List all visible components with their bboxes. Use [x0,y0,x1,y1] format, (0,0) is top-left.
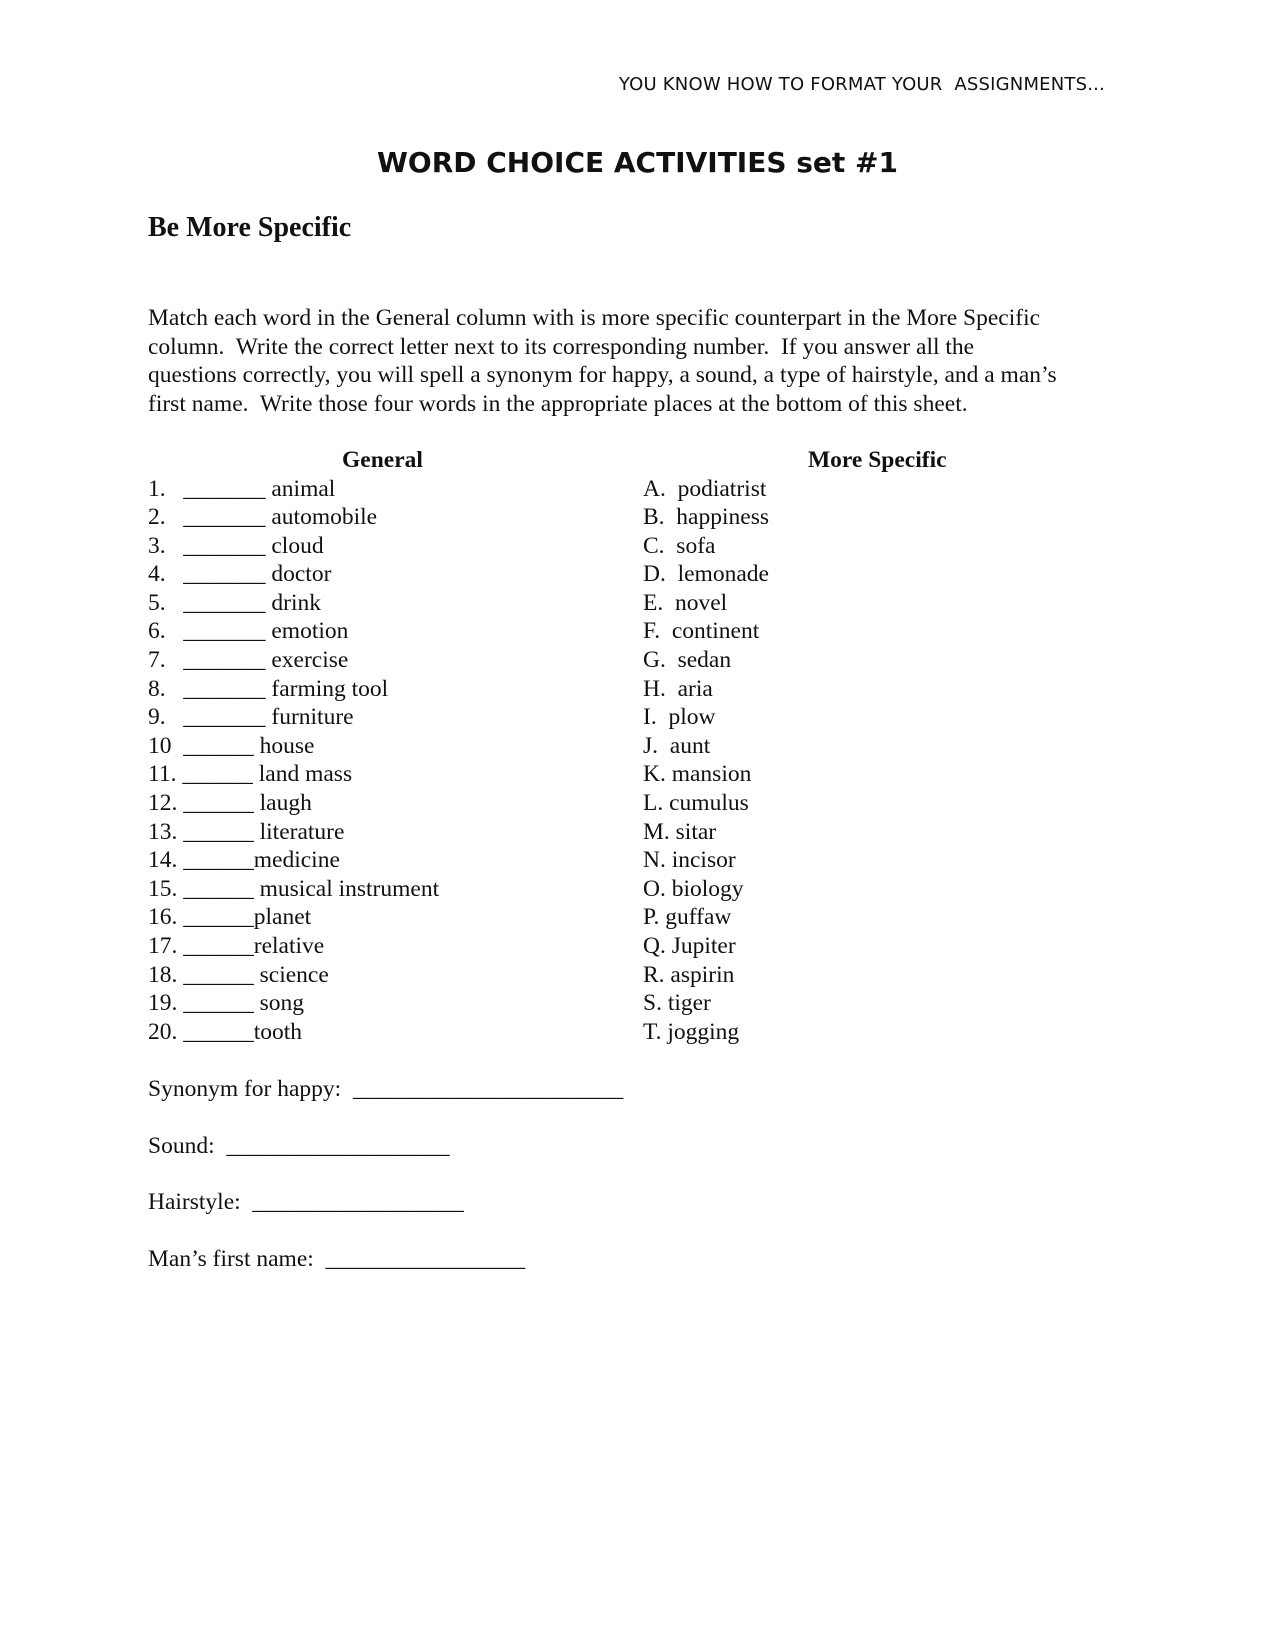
general-item: 10 ______ house [148,732,315,759]
specific-item: J. aunt [643,732,711,759]
header-note: YOU KNOW HOW TO FORMAT YOUR ASSIGNMENTS... [618,74,1105,95]
general-item: 6. _______ emotion [148,618,349,645]
specific-item: F. continent [643,618,760,645]
specific-item: L. cumulus [643,790,749,817]
specific-item: O. biology [643,875,744,902]
instructions-line: first name. Write those four words in the appropriate places at the bottom of this sheet. [148,390,968,417]
general-item: 14. ______medicine [148,847,340,874]
general-item: 20. ______tooth [148,1018,303,1045]
general-item: 8. _______ farming tool [148,675,389,702]
specific-column [643,446,1113,1046]
general-column-header: General [342,447,423,473]
specific-item: P. guffaw [643,904,732,931]
general-item: 2. _______ automobile [148,504,378,531]
general-item: 5. _______ drink [148,589,321,616]
general-item: 13. ______ literature [148,818,345,845]
answer-hairstyle: Hairstyle: __________________ [148,1189,464,1215]
answer-sound: Sound: ___________________ [148,1132,450,1159]
general-item: 19. ______ song [148,990,305,1017]
general-item: 1. _______ animal [148,475,336,502]
specific-item: Q. Jupiter [643,933,736,959]
general-item: 16. ______planet [148,904,312,931]
specific-item: E. novel [643,589,728,616]
answer-synonym-for-happy: Synonym for happy: _______________________ [148,1076,624,1102]
general-item: 9. _______ furniture [148,704,354,731]
instructions-line: column. Write the correct letter next to its corresponding number. If you answer all the [148,333,975,360]
specific-item: B. happiness [643,504,769,531]
page-title: WORD CHOICE ACTIVITIES set #1 [377,146,898,179]
specific-item: N. incisor [643,847,736,874]
specific-item: D. lemonade [643,561,769,588]
general-item: 17. ______relative [148,933,325,959]
general-item: 4. _______ doctor [148,561,332,588]
specific-item: K. mansion [643,761,752,788]
specific-item: H. aria [643,675,713,702]
general-item: 11. ______ land mass [148,761,353,788]
general-item: 15. ______ musical instrument [148,875,440,902]
specific-column-header: More Specific [808,447,947,473]
instructions-paragraph [148,304,1138,418]
general-item: 7. _______ exercise [148,647,349,674]
answer-mans-first-name: Man’s first name: _________________ [148,1245,526,1272]
section-title: Be More Specific [148,212,352,243]
specific-item: C. sofa [643,532,716,559]
specific-item: G. sedan [643,647,732,674]
specific-item: M. sitar [643,818,717,845]
specific-item: I. plow [643,704,716,731]
specific-item: S. tiger [643,990,711,1017]
answer-section [148,1075,623,1301]
general-column [148,446,618,1046]
general-item: 3. _______ cloud [148,532,324,559]
specific-item: A. podiatrist [643,475,767,502]
instructions-line: questions correctly, you will spell a synonym for happy, a sound, a type of hairstyle, and a man’s [148,362,1057,388]
specific-item: R. aspirin [643,961,735,988]
general-item: 12. ______ laugh [148,790,312,817]
instructions-line: Match each word in the General column with is more specific counterpart in the More Specific [148,305,1041,331]
general-item: 18. ______ science [148,961,329,988]
specific-item: T. jogging [643,1018,740,1045]
